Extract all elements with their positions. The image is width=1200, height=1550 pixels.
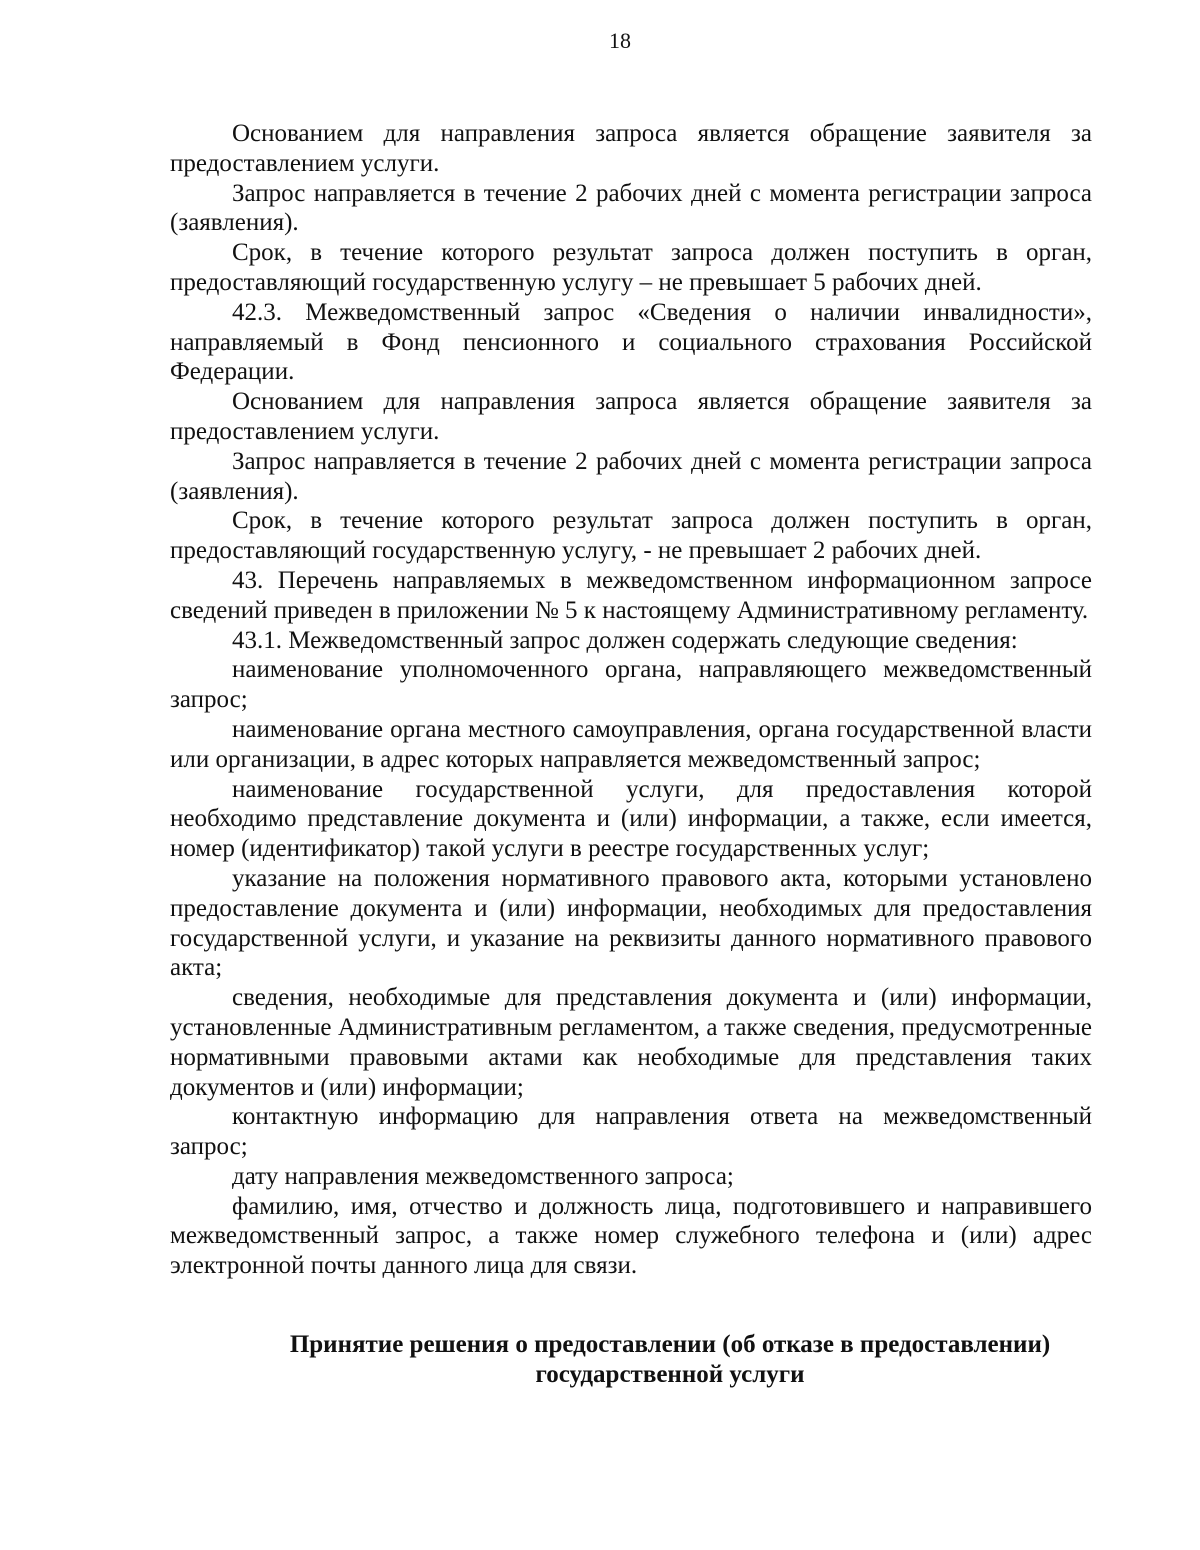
paragraph-response-deadline-1: Срок, в течение которого результат запроса должен поступить в орган, предоставляющий государственную услугу – не превышает 5 рабочих дней. (170, 239, 1092, 296)
list-item-recipient-name: наименование органа местного самоуправления, органа государственной власти или организации, в адрес которых направляется межведомственный запрос; (170, 715, 1092, 773)
list-item-authority-name: наименование уполномоченного органа, направляющего межведомственный запрос; (170, 656, 1092, 714)
list-item-required-info: сведения, необходимые для представления документа и (или) информации, установленные Административным регламентом, а также сведения, предусмотренные нормативными правовыми актами как необходимые для представления таких документов и (или) информации; (170, 984, 1092, 1101)
paragraph-request-timing-2: Запрос направляется в течение 2 рабочих дней с момента регистрации запроса (заявления). (170, 447, 1092, 505)
page-number: 18 (609, 28, 631, 53)
body-text (170, 119, 1092, 1281)
paragraph-clause-43-1: 43.1. Межведомственный запрос должен содержать следующие сведения: (232, 626, 1018, 654)
paragraph-basis-request-1: Основанием для направления запроса является обращение заявителя за предоставлением услуги. (170, 120, 1092, 177)
section-heading-line-2: государственной услуги (535, 1361, 805, 1388)
section-heading-line-1: Принятие решения о предоставлении (об отказе в предоставлении) (289, 1331, 1051, 1358)
list-item-request-date: дату направления межведомственного запроса; (232, 1162, 734, 1190)
paragraph-basis-request-2: Основанием для направления запроса является обращение заявителя за предоставлением услуги. (170, 388, 1092, 445)
section-heading (170, 1330, 1170, 1390)
list-item-contact-info: контактную информацию для направления ответа на межведомственный запрос; (170, 1103, 1092, 1161)
list-item-legal-act: указание на положения нормативного правового акта, которыми установлено предоставление документа и (или) информации, необходимых для предоставления государственной услуги, и указание на реквизиты данного нормативного правового акта; (170, 864, 1092, 982)
paragraph-clause-43: 43. Перечень направляемых в межведомственном информационном запросе сведений приведен в приложении № 5 к настоящему Административному регламенту. (170, 566, 1092, 624)
list-item-responsible-person: фамилию, имя, отчество и должность лица, подготовившего и направившего межведомственный запрос, а также номер служебного телефона и (или) адрес электронной почты данного лица для связи. (170, 1192, 1092, 1280)
list-item-service-name: наименование государственной услуги, для предоставления которой необходимо представление документа и (или) информации, а также, если имеется, номер (идентификатор) такой услуги в реестре государственных услуг; (170, 775, 1092, 863)
paragraph-clause-42-3: 42.3. Межведомственный запрос «Сведения о наличии инвалидности», направляемый в Фонд пенсионного и социального страхования Российской Федерации. (170, 298, 1092, 386)
paragraph-response-deadline-2: Срок, в течение которого результат запроса должен поступить в орган, предоставляющий государственную услугу, - не превышает 2 рабочих дней. (170, 507, 1092, 565)
paragraph-request-timing-1: Запрос направляется в течение 2 рабочих дней с момента регистрации запроса (заявления). (170, 179, 1092, 237)
